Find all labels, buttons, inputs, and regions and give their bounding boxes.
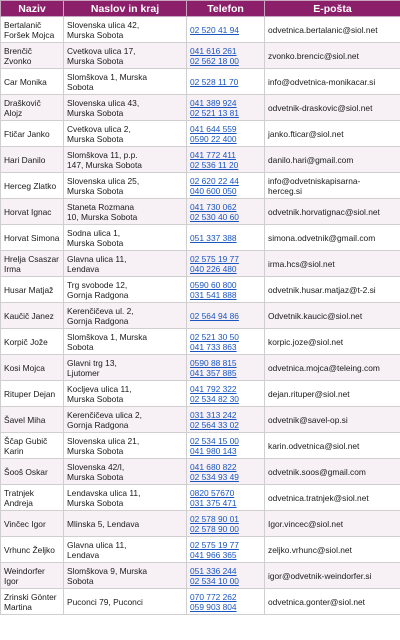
name-text: Horvat Simona xyxy=(4,232,60,243)
name-text: Šooš Oskar xyxy=(4,466,48,477)
name-text: Bertalanič xyxy=(4,19,42,30)
cell-email xyxy=(265,147,400,173)
table-row xyxy=(1,537,400,563)
phone-link[interactable]: 02 534 15 00 xyxy=(190,435,239,446)
name-text: Horvat Ignac xyxy=(4,206,52,217)
table-row xyxy=(1,329,400,355)
phone-link[interactable]: 041 680 822 xyxy=(190,461,237,472)
phone-link[interactable]: 0590 60 800 xyxy=(190,279,237,290)
table-row xyxy=(1,381,400,407)
cell-phone xyxy=(187,277,265,303)
address-text: Lendavska ulica 11, xyxy=(67,487,141,498)
address-text: Sodna ulica 1, xyxy=(67,227,121,238)
address-text: Murska Sobota xyxy=(67,55,124,66)
address-text: Gornja Radgona xyxy=(67,315,129,326)
cell-name xyxy=(1,43,64,69)
cell-address xyxy=(64,485,187,511)
phone-link[interactable]: 041 966 365 xyxy=(190,549,237,560)
name-text: Rituper Dejan xyxy=(4,388,56,399)
name-text: Draškovič xyxy=(4,97,41,108)
address-text: Slomškova 9, Murska xyxy=(67,565,148,576)
email-text: odvetnica.tratnjek@siol.net xyxy=(268,492,369,503)
phone-link[interactable]: 041 980 143 xyxy=(190,445,237,456)
phone-link[interactable]: 02 520 41 94 xyxy=(190,24,239,35)
phone-link[interactable]: 02 578 90 00 xyxy=(190,523,239,534)
address-text: Murska Sobota xyxy=(67,393,124,404)
address-text: Puconci 79, Puconci xyxy=(67,596,143,607)
address-text: Slovenska ulica 25, xyxy=(67,175,140,186)
cell-name xyxy=(1,95,64,121)
address-text: Slomškova 11, p.p. xyxy=(67,149,138,160)
name-text: Tratnjek xyxy=(4,487,34,498)
cell-name xyxy=(1,147,64,173)
name-text: Igor xyxy=(4,575,19,586)
cell-phone xyxy=(187,199,265,225)
name-text: Hari Danilo xyxy=(4,154,46,165)
table-row xyxy=(1,199,400,225)
table-row xyxy=(1,277,400,303)
phone-link[interactable]: 041 389 924 xyxy=(190,97,237,108)
cell-email xyxy=(265,43,400,69)
address-text: Slomškova 1, Murska xyxy=(67,331,148,342)
cell-name xyxy=(1,303,64,329)
cell-email xyxy=(265,485,400,511)
cell-phone xyxy=(187,589,265,615)
table-row xyxy=(1,121,400,147)
cell-address xyxy=(64,329,187,355)
phone-link[interactable]: 0590 22 400 xyxy=(190,133,237,144)
phone-link[interactable]: 02 534 93 49 xyxy=(190,471,239,482)
name-text: Karin xyxy=(4,445,24,456)
phone-link[interactable]: 02 528 11 70 xyxy=(190,76,239,87)
email-text: irma.hcs@siol.net xyxy=(268,258,335,269)
cell-address xyxy=(64,381,187,407)
email-text: igor@odvetnik-weindorfer.si xyxy=(268,570,372,581)
cell-address xyxy=(64,589,187,615)
table-body xyxy=(1,17,400,615)
table-row xyxy=(1,303,400,329)
header-phone: Telefon xyxy=(187,1,265,17)
cell-address xyxy=(64,511,187,537)
address-text: Slomškova 1, Murska xyxy=(67,71,148,82)
cell-address xyxy=(64,407,187,433)
email-text: odvetnik-draskovic@siol.net xyxy=(268,102,373,113)
address-text: Cvetkova ulica 17, xyxy=(67,45,136,56)
cell-phone xyxy=(187,329,265,355)
email-text: zvonko.brencic@siol.net xyxy=(268,50,359,61)
table-row xyxy=(1,69,400,95)
address-text: Slovenska ulica 21, xyxy=(67,435,140,446)
cell-name xyxy=(1,69,64,95)
address-text: Lendava xyxy=(67,263,100,274)
phone-link[interactable]: 02 564 33 02 xyxy=(190,419,239,430)
cell-phone xyxy=(187,537,265,563)
phone-link[interactable]: 02 575 19 77 xyxy=(190,253,239,264)
header-row xyxy=(1,1,400,17)
address-text: Kocljeva ulica 11, xyxy=(67,383,132,394)
email-text: korpic.joze@siol.net xyxy=(268,336,344,347)
email-text: Odvetnik.kaucic@siol.net xyxy=(268,310,363,321)
cell-phone xyxy=(187,95,265,121)
address-text: Murska Sobota xyxy=(67,185,124,196)
address-text: Sobota xyxy=(67,81,94,92)
email-text: info@odvetniskapisarna- xyxy=(268,175,361,186)
cell-phone xyxy=(187,407,265,433)
email-text: janko.fticar@siol.net xyxy=(268,128,344,139)
address-text: 147, Murska Sobota xyxy=(67,159,142,170)
table-row xyxy=(1,225,400,251)
cell-name xyxy=(1,121,64,147)
email-text: dejan.rituper@siol.net xyxy=(268,388,350,399)
cell-email xyxy=(265,277,400,303)
cell-email xyxy=(265,251,400,277)
phone-link[interactable]: 041 772 411 xyxy=(190,149,236,160)
cell-email xyxy=(265,355,400,381)
email-text: odvetnik.soos@gmail.com xyxy=(268,466,366,477)
address-text: Glavni trg 13, xyxy=(67,357,117,368)
name-text: Andreja xyxy=(4,497,33,508)
cell-email xyxy=(265,329,400,355)
header-email: E-pošta xyxy=(265,1,400,17)
cell-phone xyxy=(187,43,265,69)
phone-link[interactable]: 040 226 480 xyxy=(190,263,237,274)
cell-name xyxy=(1,459,64,485)
address-text: Sobota xyxy=(67,341,94,352)
name-text: Alojz xyxy=(4,107,23,118)
table-row xyxy=(1,147,400,173)
cell-email xyxy=(265,17,400,43)
phone-link[interactable]: 02 562 18 00 xyxy=(190,55,239,66)
name-text: Irma xyxy=(4,263,21,274)
address-text: Glavna ulica 11, xyxy=(67,539,127,550)
name-text: Hrelja Csaszar xyxy=(4,253,59,264)
cell-address xyxy=(64,225,187,251)
cell-name xyxy=(1,433,64,459)
address-text: Murska Sobota xyxy=(67,445,124,456)
table-row xyxy=(1,17,400,43)
phone-link[interactable]: 041 644 559 xyxy=(190,123,237,134)
address-text: Kerenčičeva ulica 2, xyxy=(67,409,142,420)
phone-link[interactable]: 02 575 19 77 xyxy=(190,539,239,550)
address-text: Trg svobode 12, xyxy=(67,279,128,290)
address-text: Ljutomer xyxy=(67,367,100,378)
phone-link[interactable]: 02 564 94 86 xyxy=(190,310,239,321)
cell-phone xyxy=(187,433,265,459)
cell-email xyxy=(265,95,400,121)
cell-email xyxy=(265,225,400,251)
address-text: Murska Sobota xyxy=(67,471,124,482)
cell-phone xyxy=(187,251,265,277)
table-row xyxy=(1,251,400,277)
address-text: Gornja Radgona xyxy=(67,419,129,430)
cell-address xyxy=(64,459,187,485)
cell-email xyxy=(265,69,400,95)
email-text: odvetnik.horvatignac@siol.net xyxy=(268,206,380,217)
table-row xyxy=(1,485,400,511)
name-text: Zvonko xyxy=(4,55,32,66)
email-text: simona.odvetnik@gmail.com xyxy=(268,232,376,243)
cell-phone xyxy=(187,303,265,329)
name-text: Kaučič Janez xyxy=(4,310,54,321)
header-name: Naziv xyxy=(1,1,64,17)
header-address: Naslov in kraj xyxy=(64,1,187,17)
phone-link[interactable]: 040 600 050 xyxy=(190,185,237,196)
cell-name xyxy=(1,485,64,511)
table-row xyxy=(1,173,400,199)
phone-link[interactable]: 051 336 244 xyxy=(190,565,237,576)
phone-link[interactable]: 02 620 22 44 xyxy=(190,175,239,186)
email-text: herceg.si xyxy=(268,185,302,196)
email-text: karin.odvetnica@siol.net xyxy=(268,440,360,451)
table-row xyxy=(1,95,400,121)
phone-link[interactable]: 0590 88 815 xyxy=(190,357,237,368)
address-text: Slovenska ulica 42, xyxy=(67,19,140,30)
phone-link[interactable]: 031 375 471 xyxy=(190,497,237,508)
name-text: Šavel Miha xyxy=(4,414,46,425)
email-text: danilo.hari@gmail.com xyxy=(268,154,354,165)
cell-address xyxy=(64,17,187,43)
address-text: Slovenska ulica 43, xyxy=(67,97,140,108)
cell-address xyxy=(64,537,187,563)
phone-link[interactable]: 02 536 11 20 xyxy=(190,159,239,170)
cell-name xyxy=(1,225,64,251)
phone-link[interactable]: 02 534 82 30 xyxy=(190,393,239,404)
cell-name xyxy=(1,563,64,589)
table-row xyxy=(1,433,400,459)
address-text: Murska Sobota xyxy=(67,133,124,144)
cell-address xyxy=(64,355,187,381)
cell-email xyxy=(265,121,400,147)
table-row xyxy=(1,563,400,589)
address-text: Glavna ulica 11, xyxy=(67,253,127,264)
phone-link[interactable]: 041 792 322 xyxy=(190,383,237,394)
name-text: Kosi Mojca xyxy=(4,362,45,373)
name-text: Brenčič xyxy=(4,45,32,56)
name-text: Husar Matjaž xyxy=(4,284,54,295)
cell-name xyxy=(1,251,64,277)
phone-link[interactable]: 02 534 10 00 xyxy=(190,575,239,586)
email-text: odvetnica.gonter@siol.net xyxy=(268,596,365,607)
cell-phone xyxy=(187,147,265,173)
email-text: zeljko.vrhunc@siol.net xyxy=(268,544,352,555)
address-text: Murska Sobota xyxy=(67,497,124,508)
cell-phone xyxy=(187,511,265,537)
cell-email xyxy=(265,537,400,563)
address-text: Murska Sobota xyxy=(67,29,124,40)
address-text: 10, Murska Sobota xyxy=(67,211,138,222)
phone-link[interactable]: 02 521 13 81 xyxy=(190,107,239,118)
phone-link[interactable]: 02 521 30 50 xyxy=(190,331,239,342)
address-text: Kerenčičeva ul. 2, xyxy=(67,305,134,316)
cell-name xyxy=(1,329,64,355)
cell-address xyxy=(64,95,187,121)
cell-name xyxy=(1,381,64,407)
cell-email xyxy=(265,381,400,407)
cell-name xyxy=(1,355,64,381)
cell-phone xyxy=(187,69,265,95)
name-text: Vinčec Igor xyxy=(4,518,46,529)
cell-phone xyxy=(187,459,265,485)
name-text: Martina xyxy=(4,601,32,612)
email-text: odvetnik.husar.matjaz@t-2.si xyxy=(268,284,376,295)
cell-email xyxy=(265,511,400,537)
phone-link[interactable]: 02 530 40 60 xyxy=(190,211,239,222)
table-row xyxy=(1,511,400,537)
cell-email xyxy=(265,303,400,329)
name-text: Car Monika xyxy=(4,76,47,87)
cell-name xyxy=(1,277,64,303)
cell-name xyxy=(1,537,64,563)
email-text: odvetnik@savel-op.si xyxy=(268,414,348,425)
cell-email xyxy=(265,199,400,225)
table-row xyxy=(1,355,400,381)
phone-link[interactable]: 041 616 261 xyxy=(190,45,237,56)
cell-email xyxy=(265,563,400,589)
cell-phone xyxy=(187,563,265,589)
cell-email xyxy=(265,173,400,199)
address-text: Murska Sobota xyxy=(67,237,124,248)
cell-name xyxy=(1,589,64,615)
address-text: Murska Sobota xyxy=(67,107,124,118)
cell-address xyxy=(64,173,187,199)
cell-address xyxy=(64,563,187,589)
cell-phone xyxy=(187,381,265,407)
phone-link[interactable]: 059 903 804 xyxy=(190,601,237,612)
address-text: Sobota xyxy=(67,575,94,586)
phone-link[interactable]: 041 733 863 xyxy=(190,341,237,352)
cell-email xyxy=(265,407,400,433)
name-text: Zrinski Gönter xyxy=(4,591,57,602)
cell-address xyxy=(64,303,187,329)
email-text: odvetnica.bertalanic@siol.net xyxy=(268,24,378,35)
name-text: Ščap Gubič xyxy=(4,435,48,446)
phone-link[interactable]: 031 313 242 xyxy=(190,409,237,420)
cell-phone xyxy=(187,225,265,251)
cell-phone xyxy=(187,355,265,381)
address-text: Mlinska 5, Lendava xyxy=(67,518,140,529)
cell-name xyxy=(1,407,64,433)
cell-phone xyxy=(187,17,265,43)
cell-address xyxy=(64,433,187,459)
table-row xyxy=(1,407,400,433)
cell-address xyxy=(64,277,187,303)
email-text: info@odvetnica-monikacar.si xyxy=(268,76,376,87)
cell-phone xyxy=(187,485,265,511)
cell-name xyxy=(1,17,64,43)
cell-address xyxy=(64,43,187,69)
cell-name xyxy=(1,173,64,199)
address-text: Staneta Rozmana xyxy=(67,201,135,212)
table-row xyxy=(1,43,400,69)
table-row xyxy=(1,459,400,485)
cell-email xyxy=(265,433,400,459)
phone-link[interactable]: 041 730 062 xyxy=(190,201,237,212)
cell-phone xyxy=(187,173,265,199)
cell-name xyxy=(1,199,64,225)
cell-phone xyxy=(187,121,265,147)
cell-email xyxy=(265,459,400,485)
cell-email xyxy=(265,589,400,615)
name-text: Herceg Zlatko xyxy=(4,180,57,191)
phone-link[interactable]: 0820 57670 xyxy=(190,487,235,498)
cell-name xyxy=(1,511,64,537)
address-text: Gornja Radgona xyxy=(67,289,129,300)
phone-link[interactable]: 02 578 90 01 xyxy=(190,513,239,524)
phone-link[interactable]: 070 772 262 xyxy=(190,591,237,602)
table-row xyxy=(1,589,400,615)
cell-address xyxy=(64,121,187,147)
cell-address xyxy=(64,147,187,173)
cell-address xyxy=(64,69,187,95)
name-text: Vrhunc Željko xyxy=(4,544,55,555)
address-text: Cvetkova ulica 2, xyxy=(67,123,131,134)
address-text: Lendava xyxy=(67,549,100,560)
phone-link[interactable]: 031 541 888 xyxy=(190,289,237,300)
cell-address xyxy=(64,251,187,277)
address-text: Slovenska 42/I, xyxy=(67,461,125,472)
email-text: Igor.vincec@siol.net xyxy=(268,518,344,529)
name-text: Ftičar Janko xyxy=(4,128,50,139)
phone-link[interactable]: 051 337 388 xyxy=(190,232,237,243)
email-text: odvetnica.mojca@teleing.com xyxy=(268,362,380,373)
phone-link[interactable]: 041 357 885 xyxy=(190,367,237,378)
name-text: Korpič Jože xyxy=(4,336,48,347)
cell-address xyxy=(64,199,187,225)
name-text: Foršek Mojca xyxy=(4,29,55,40)
name-text: Weindorfer xyxy=(4,565,45,576)
